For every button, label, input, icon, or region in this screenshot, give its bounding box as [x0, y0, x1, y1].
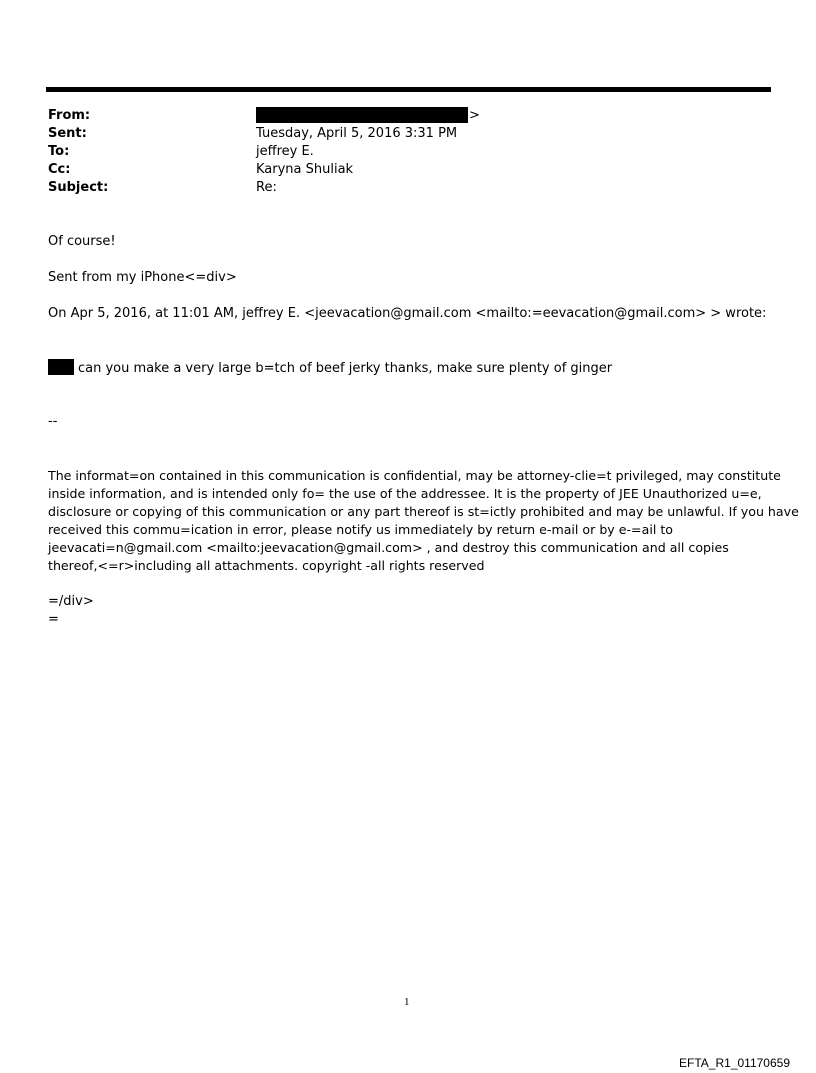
document-id: EFTA_R1_01170659	[679, 1056, 790, 1070]
to-label: To:	[48, 144, 70, 159]
closing-div: =/div>	[48, 594, 94, 609]
disclaimer-line: The informat=on contained in this communication is confidential, may be attorney-clie=t privileged, may constitute	[48, 468, 781, 483]
cc-row	[48, 161, 748, 179]
from-value	[256, 107, 480, 125]
page-number: 1	[404, 996, 410, 1008]
disclaimer-line: disclosure or copying of this communication or any part thereof is st=ictly prohibited and may be unlawful. If you have	[48, 504, 799, 519]
sent-value: Tuesday, April 5, 2016 3:31 PM	[256, 126, 458, 141]
header-rule	[46, 87, 771, 92]
email-header	[48, 107, 748, 197]
signature-separator: --	[48, 414, 58, 429]
subject-value: Re:	[256, 180, 277, 195]
disclaimer-line: thereof,<=r>including all attachments. copyright -all rights reserved	[48, 558, 485, 573]
sent-row	[48, 125, 748, 143]
redaction-block	[256, 107, 468, 123]
from-label: From:	[48, 108, 91, 123]
redaction-block	[48, 359, 74, 375]
disclaimer-line: inside information, and is intended only fo= the use of the addressee. It is the property of JEE Unauthorized u=e,	[48, 486, 762, 501]
reply-line: Of course!	[48, 234, 116, 249]
disclaimer-line: received this commu=ication in error, please notify us immediately by return e-mail or by e-=ail to	[48, 522, 673, 537]
quote-intro: On Apr 5, 2016, at 11:01 AM, jeffrey E. <jeevacation@gmail.com <mailto:=eevacation@gmail.com> > wrote:	[48, 306, 767, 321]
quoted-message-text: can you make a very large b=tch of beef jerky thanks, make sure plenty of ginger	[78, 361, 613, 376]
cc-value: Karyna Shuliak	[256, 162, 354, 177]
disclaimer-line: jeevacati=n@gmail.com <mailto:jeevacation@gmail.com> , and destroy this communication and all copies	[48, 540, 729, 555]
confidentiality-disclaimer	[48, 467, 799, 575]
subject-label: Subject:	[48, 180, 109, 195]
to-row	[48, 143, 748, 161]
subject-row	[48, 179, 748, 197]
to-value: jeffrey E.	[256, 144, 314, 159]
signature-line: Sent from my iPhone<=div>	[48, 270, 237, 285]
closing-eq: =	[48, 612, 59, 627]
from-row	[48, 107, 748, 125]
sent-label: Sent:	[48, 126, 87, 141]
quoted-message	[48, 359, 612, 378]
from-suffix: >	[469, 108, 480, 123]
cc-label: Cc:	[48, 162, 71, 177]
